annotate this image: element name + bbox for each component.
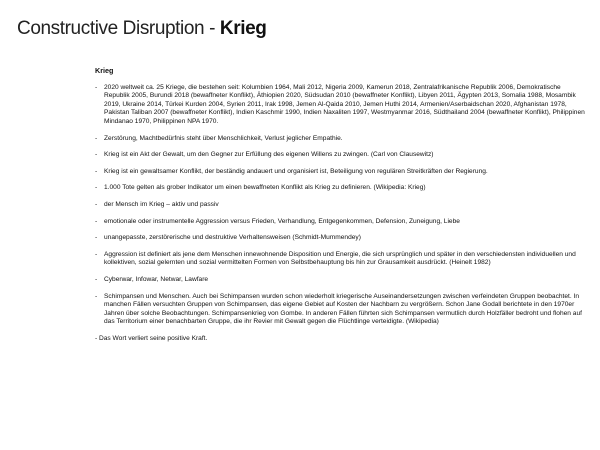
- bullet-item-clausewitz: - Krieg ist ein Akt der Gewalt, um den Gegner zur Erfüllung des eigenen Willens zu zwingen. (Carl von Clausewitz): [95, 151, 585, 160]
- header-title-light: Constructive Disruption: [17, 18, 205, 39]
- bullet-item-destructive-behavior: - unangepasste, zerstörerische und destruktive Verhaltensweisen (Schmidt-Mummendey): [95, 234, 585, 243]
- bullet-item-human-in-war: - der Mensch im Krieg – aktiv und passiv: [95, 201, 585, 210]
- header-title-bold: Krieg: [219, 18, 267, 39]
- bullet-item-aggression-definition: - Aggression ist definiert als jene dem Menschen innewohnende Disposition und Energie, die sich ursprünglich und später in den verschiedensten individuellen und kollektiven, sozial gelernten und sozial vermittelten Formen von Selbstbehauptung bis hin zur Grausamkeit ausdrückt. (Heinelt 1982): [95, 251, 585, 268]
- page-header: [17, 18, 266, 40]
- bullet-item-violent-conflict: - Krieg ist ein gewaltsamer Konflikt, der beständig andauert und organisiert ist, Beteiligung von regulären Streitkräften der Regierung.: [95, 168, 585, 177]
- bullet-item-casualty-indicator: - 1.000 Tote gelten als grober Indikator um einen bewaffneten Konflikt als Krieg zu definieren. (Wikipedia: Krieg): [95, 184, 585, 193]
- bullet-list: [95, 84, 585, 344]
- bullet-item-wars-list: - 2020 weltweit ca. 25 Kriege, die bestehen seit: Kolumbien 1964, Mali 2012, Nigeria 2009, Kamerun 2018, Zentralafrikanische Republik 2006, Demokratische Republik 2005, Burundi 2018 (bewaffneter Konflikt), Äthiopien 2020, Südsudan 2010 (bewaffneter Konflikt), Libyen 2011, Ägypten 2013, Somalia 1988, Mosambik 2019, Ukraine 2014, Türkei Kurden 2004, Syrien 2011, Irak 1998, Jemen Al-Qaida 2010, Jemen Huthi 2014, Armenien/Aserbaidschan 2020, Afghanistan 1978, Pakistan Taliban 2007 (bewaffneter Konflikt), Indien Kaschmir 1990, Indien Naxaliten 1997, Westmyanmar 2016, Südthailand 2004 (bewaffneter Konflikt), Philippinen Mindanao 1970, Philippinen NPA 1970.: [95, 84, 585, 127]
- bullet-item-aggression-vs-peace: - emotionale oder instrumentelle Aggression versus Frieden, Verhandlung, Entgegenkommen, Defension, Zuneigung, Liebe: [95, 218, 585, 227]
- header-separator: -: [204, 18, 220, 39]
- section-title: Krieg: [95, 66, 114, 75]
- bullet-item-word-loses-power: - Das Wort verliert seine positive Kraft.: [95, 335, 585, 344]
- bullet-item-destruction: - Zerstörung, Machtbedürfnis steht über Menschlichkeit, Verlust jeglicher Empathie.: [95, 135, 585, 144]
- content-section: [95, 67, 585, 351]
- bullet-item-cyberwar: - Cyberwar, Infowar, Netwar, Lawfare: [95, 276, 585, 285]
- bullet-item-chimpanzees: - Schimpansen und Menschen. Auch bei Schimpansen wurden schon wiederholt kriegerische Auseinandersetzungen zwischen verfeindeten Gruppen beobachtet. In manchen Fällen versuchten Gruppen von Schimpansen, das eigene Gebiet auf Kosten der Nachbarn zu vergrößern. Schon Jane Godall berichtete in den 1970er Jahren über solche Beobachtungen. Schimpansenkrieg von Gombe. In anderen Fällen führten sich Schimpansen vermutlich durch Holzfäller bedroht und flohen auf das Territorium einer benachbarten Gruppe, die ihr Revier mit Gewalt gegen die Flüchtlinge verteidigte. (Wikipedia): [95, 293, 585, 327]
